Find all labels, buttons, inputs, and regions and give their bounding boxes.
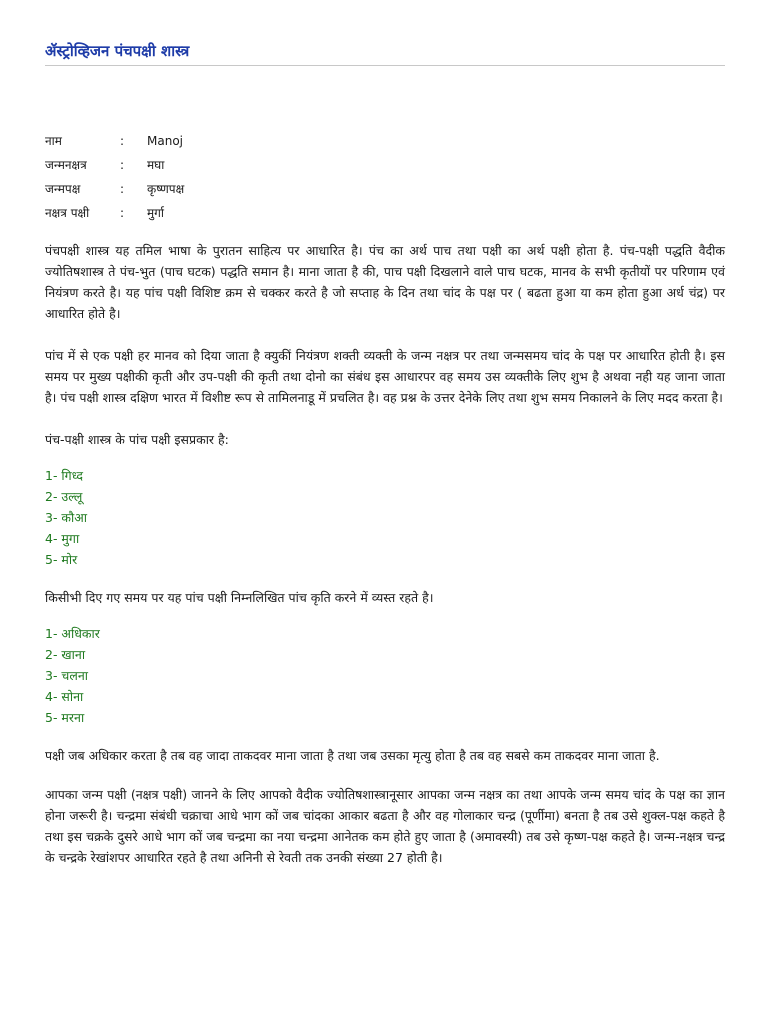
list-item: 4- सोना — [45, 689, 84, 704]
list-item: 3- कौआ — [45, 510, 88, 525]
list-item: 5- मरना — [45, 710, 85, 725]
strength-paragraph: पक्षी जब अधिकार करता है तब वह जादा ताकदवर माना जाता है तथा जब उसका मृत्यु होता है तब वह सबसे कम ताकदवर माना जाता है. — [45, 748, 660, 763]
list-item: 1- गिध्द — [45, 468, 84, 483]
profile-table — [45, 129, 725, 225]
page-title: ॲस्ट्रोव्हिजन पंचपक्षी शास्त्र — [45, 42, 190, 60]
intro-paragraph: पंचपक्षी शास्त्र यह तमिल भाषा के पुरातन साहित्य पर आधारित है। पंच का अर्थ पाच तथा पक्षी का अर्थ पक्षी होता है. पंच-पक्षी पद्धति वैदीक ज्योतिषशास्त्र ते पंच-भुत (पाच घटक) पद्धति समान है। माना जाता है की, पाच पक्षी दिखलाने वाले पाच घटक, मानव के सभी कृतीयों पर परिणाम एवं नियंत्रण करते है। यह पांच पक्षी विशिष्ट क्रम से चक्कर करते है जो सप्ताह के दिन तथा चांद के पक्ष पर ( बढता हुआ या कम होता हुआ अर्ध चंद्र) पर आधारित होते है। — [45, 243, 725, 321]
profile-separator: : — [120, 158, 125, 172]
profile-separator: : — [120, 206, 125, 220]
profile-row-birth-paksha — [45, 177, 725, 201]
list-item: 5- मोर — [45, 552, 78, 567]
profile-value: मुर्गा — [147, 206, 165, 220]
profile-label: जन्मपक्ष — [45, 182, 81, 196]
profile-label: नाम — [45, 134, 62, 148]
profile-row-name — [45, 129, 725, 153]
list-item: 2- खाना — [45, 647, 86, 662]
profile-label: नक्षत्र पक्षी — [45, 206, 90, 220]
activities-intro: किसीभी दिए गए समय पर यह पांच पक्षी निम्नलिखित पांच कृति करने में व्यस्त रहते है। — [45, 590, 434, 605]
profile-separator: : — [120, 134, 125, 148]
birds-intro: पंच-पक्षी शास्त्र के पांच पक्षी इसप्रकार है: — [45, 432, 229, 447]
activities-list — [45, 623, 725, 728]
profile-label: जन्मनक्षत्र — [45, 158, 87, 172]
birds-list — [45, 465, 725, 570]
list-item: 4- मुगा — [45, 531, 80, 546]
title-divider — [45, 65, 725, 66]
profile-value: Manoj — [147, 134, 183, 148]
profile-row-nakshatra-bird — [45, 201, 725, 225]
profile-row-birth-nakshatra — [45, 153, 725, 177]
list-item: 1- अधिकार — [45, 626, 100, 641]
profile-value: कृष्णपक्ष — [147, 182, 185, 196]
document-page — [45, 0, 725, 868]
list-item: 2- उल्लू — [45, 489, 83, 504]
second-paragraph: पांच में से एक पक्षी हर मानव को दिया जाता है क्युकीं नियंत्रण शक्ती व्यक्ती के जन्म नक्षत्र पर तथा जन्मसमय चांद के पक्ष पर आधारित होती है। इस समय पर मुख्य पक्षीकी कृती और उप-पक्षी की कृती तथा दोनो का संबंध इस आधारपर वह समय उस व्यक्तीके लिए शुभ है अथवा नही यह जाना जाता है। पंच पक्षी शास्त्र दक्षिण भारत में विशीष्ट रूप से तामिलनाडू में प्रचलित है। वह प्रश्न के उत्तर देनेके लिए तथा शुभ समय निकालने के लिए मदद करता है। — [45, 348, 725, 405]
birth-bird-paragraph: आपका जन्म पक्षी (नक्षत्र पक्षी) जानने के लिए आपको वैदीक ज्योतिषशास्त्रानूसार आपका जन्म नक्षत्र का तथा आपके जन्म समय चांद के पक्ष का ज्ञान होना जरूरी है। चन्द्रमा संबंधी चक्राचा आधे भाग कों जब चांदका आकार बढता है और वह गोलाकार चन्द्र (पूर्णीमा) बनता है तब उसे शुक्ल-पक्ष कहते है तथा इस चक्रके दुसरे आधे भाग कों जब चन्द्रमा का नया चन्द्रमा आनेतक कम होते हुए जाता है (अमावस्यी) तब उसे कृष्ण-पक्ष कहते है। जन्म-नक्षत्र चन्द्र के चन्द्रके रेखांशपर आधारित रहते है तथा अनिनी से रेवती तक उनकी संख्या 27 होती है। — [45, 787, 725, 865]
profile-value: मघा — [147, 158, 165, 172]
profile-separator: : — [120, 182, 125, 196]
list-item: 3- चलना — [45, 668, 89, 683]
